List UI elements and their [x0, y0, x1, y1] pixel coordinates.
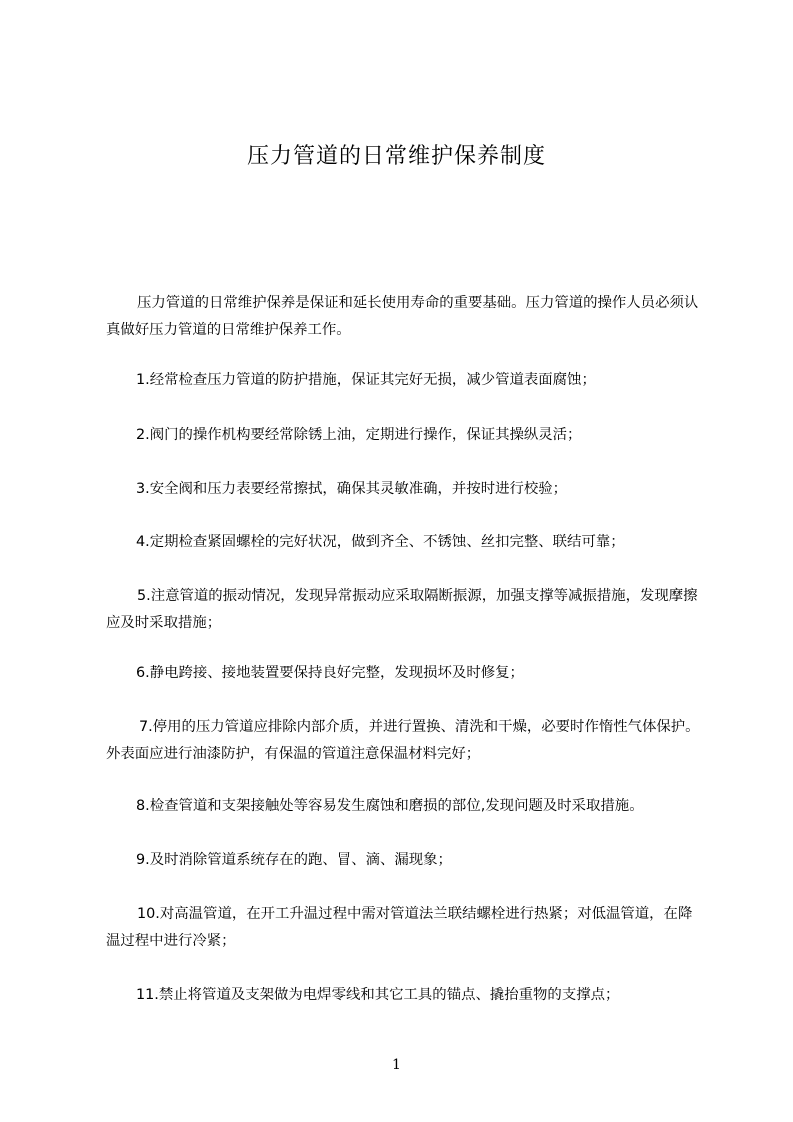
list-item-2: 2.阀门的操作机构要经常除锈上油，定期进行操作，保证其操纵灵活； — [136, 427, 582, 443]
list-item-1: 1.经常检查压力管道的防护措施，保证其完好无损，减少管道表面腐蚀； — [136, 372, 596, 388]
document-title: 压力管道的日常维护保养制度 — [246, 144, 546, 169]
list-item-11: 11.禁止将管道及支架做为电焊零线和其它工具的锚点、撬抬重物的支撑点； — [136, 987, 620, 1003]
page-number: 1 — [392, 1057, 401, 1073]
list-item-6: 6.静电跨接、接地装置要保持良好完整，发现损坏及时修复； — [136, 665, 524, 681]
list-item-8: 8.检查管道和支架接触处等容易发生腐蚀和磨损的部位,发现问题及时采取措施。 — [136, 798, 644, 814]
list-item-9: 9.及时消除管道系统存在的跑、冒、滴、漏现象； — [136, 852, 452, 868]
list-item-5: 5.注意管道的振动情况，发现异常振动应采取隔断振源，加强支撑等减振措施，发现摩擦应及时采取措施； — [106, 588, 698, 631]
list-item-10: 10.对高温管道，在开工升温过程中需对管道法兰联结螺栓进行热紧；对低温管道，在降温过程中进行冷紧； — [106, 906, 693, 949]
list-item-3: 3.安全阀和压力表要经常擦拭，确保其灵敏准确，并按时进行校验； — [136, 481, 568, 497]
list-item-7: 7.停用的压力管道应排除内部介质，并进行置换、清洗和干燥，必要时作惰性气体保护。外表面应进行油漆防护，有保温的管道注意保温材料完好； — [106, 719, 700, 762]
list-item-4: 4.定期检查紧固螺栓的完好状况，做到齐全、不锈蚀、丝扣完整、联结可靠； — [136, 534, 625, 550]
intro-paragraph: 压力管道的日常维护保养是保证和延长使用寿命的重要基础。压力管道的操作人员必须认真做好压力管道的日常维护保养工作。 — [106, 295, 699, 338]
